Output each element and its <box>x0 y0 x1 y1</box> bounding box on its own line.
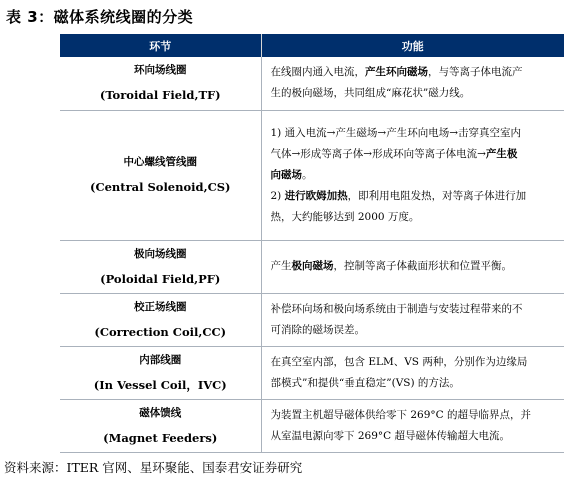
function-text-line <box>271 320 559 341</box>
table-row <box>60 399 564 452</box>
function-text: 1) 通入电流→产生磁场→产生环向电场→击穿真空室内 <box>270 126 522 139</box>
function-text-emphasis: 进行欧姆加热 <box>284 189 348 202</box>
function-text: ，与等离子体电流产 <box>428 66 523 79</box>
source-note: 资料来源：ITER 官网、星环聚能、国泰君安证券研究 <box>4 460 303 475</box>
function-text: 热，大约能够达到 2000 万度。 <box>270 210 420 223</box>
coil-name-zh: 环向场线圈 <box>134 64 187 77</box>
function-text: 为装置主机超导磁体供给零下 269°C 的超导临界点，并 <box>270 408 531 421</box>
function-text-line <box>271 373 559 394</box>
function-text-line <box>271 83 559 104</box>
coil-name-en: (Magnet Feeders) <box>103 430 218 445</box>
function-text-line <box>271 256 559 277</box>
function-text: 。 <box>302 168 313 181</box>
coil-name-en: (Toroidal Field,TF) <box>99 88 221 103</box>
function-text-line <box>271 405 559 426</box>
function-text-line <box>271 426 559 447</box>
function-text: ，控制等离子体截面形状和位置平衡。 <box>333 260 512 272</box>
coil-function-cell <box>261 110 564 240</box>
coil-name-zh: 内部线圈 <box>139 353 182 366</box>
table-header-row <box>60 34 564 57</box>
function-text: 气体→形成等离子体→形成环向等离子体电流→ <box>270 147 486 160</box>
coil-classification-table <box>60 34 564 453</box>
function-text: 从室温电源向零下 269°C 超导磁体传输超大电流。 <box>270 429 510 442</box>
function-text-emphasis: 产生环向磁场 <box>365 66 428 79</box>
coil-name-cell <box>60 110 261 240</box>
coil-function-cell <box>261 240 564 293</box>
coil-name-cell <box>60 57 261 110</box>
function-text-line <box>271 144 559 165</box>
function-text-line <box>271 207 559 228</box>
function-text-emphasis: 向磁场 <box>270 168 302 181</box>
function-text-line <box>271 352 559 373</box>
coil-name-zh: 校正场线圈 <box>134 300 187 313</box>
coil-function-cell <box>261 57 564 110</box>
coil-function-cell <box>261 293 564 346</box>
function-text: 部模式”和提供“垂直稳定”(VS) 的方法。 <box>270 376 460 389</box>
coil-name-cell <box>60 346 261 399</box>
coil-name-cell <box>60 293 261 346</box>
function-text: 2) <box>270 189 285 202</box>
coil-name-zh: 极向场线圈 <box>134 247 187 260</box>
function-text: 可消除的磁场误差。 <box>270 323 365 336</box>
coil-name-en: (Poloidal Field,PF) <box>100 271 221 286</box>
function-text: ，即利用电阻发热，对等离子体进行加 <box>347 189 527 202</box>
table-row <box>60 57 564 110</box>
header-function: 功能 <box>261 34 564 57</box>
function-text-line <box>271 186 559 207</box>
table-row <box>60 293 564 346</box>
function-text: 生的极向磁场，共同组成“麻花状”磁力线。 <box>270 87 471 100</box>
function-text-line <box>271 62 559 83</box>
function-text: 在线圈内通入电流， <box>270 66 365 79</box>
table-row <box>60 240 564 293</box>
table-row <box>60 110 564 240</box>
coil-name-cell <box>60 240 261 293</box>
function-text-line <box>271 123 559 144</box>
function-text: 补偿环向场和极向场系统由于制造与安装过程带来的不 <box>270 302 523 315</box>
function-text-line <box>271 165 559 186</box>
coil-function-cell <box>261 399 564 452</box>
function-text-line <box>271 299 559 320</box>
coil-name-en: (Central Solenoid,CS) <box>90 180 231 194</box>
header-component: 环节 <box>60 34 261 57</box>
coil-name-en: (In Vessel Coil，IVC) <box>93 377 227 392</box>
function-text-emphasis: 极向磁场 <box>291 260 334 272</box>
function-text: 在真空室内部，包含 ELM、VS 两种，分别作为边缘局 <box>270 355 528 368</box>
function-text: 产生 <box>270 260 292 272</box>
coil-name-zh: 磁体馈线 <box>139 406 182 419</box>
table-row <box>60 346 564 399</box>
table-title: 表 3：磁体系统线圈的分类 <box>6 8 194 26</box>
coil-name-zh: 中心螺线管线圈 <box>123 156 197 168</box>
coil-name-en: (Correction Coil,CC) <box>94 324 227 339</box>
function-text-emphasis: 产生极 <box>485 147 518 160</box>
coil-function-cell <box>261 346 564 399</box>
coil-name-cell <box>60 399 261 452</box>
